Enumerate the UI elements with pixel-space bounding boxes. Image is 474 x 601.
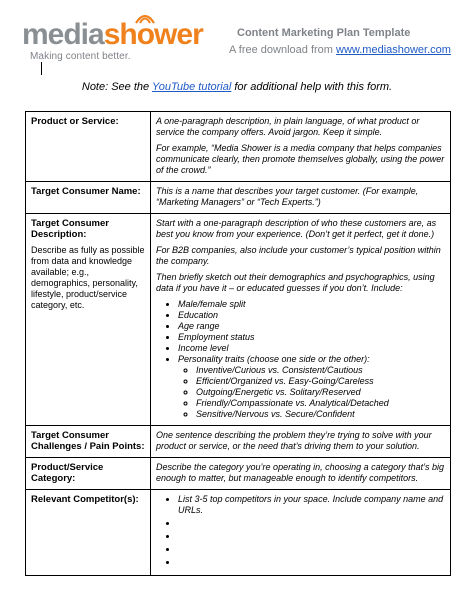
list-item: • Education [178, 310, 445, 321]
list-item-personality [178, 354, 445, 420]
list-item[interactable] [178, 531, 445, 542]
marketing-plan-table [25, 111, 451, 576]
list-item: ◦ Sensitive/Nervous vs. Secure/Confident [196, 409, 445, 420]
list-item: • Income level [178, 343, 445, 354]
row-challenges [26, 426, 451, 458]
list-item: ◦ Friendly/Compassionate vs. Analytical/Detached [196, 398, 445, 409]
row-target-consumer-description [26, 214, 451, 426]
row-competitors [26, 490, 451, 576]
demographics-list [156, 299, 445, 420]
list-item: ◦ Inventive/Curious vs. Consistent/Cautious [196, 365, 445, 376]
target-desc-label-text: Target Consumer Description: [31, 218, 109, 240]
logo-tagline: Making content better. [30, 51, 131, 62]
personality-traits-list [178, 365, 445, 420]
list-item[interactable] [178, 544, 445, 555]
target-name-instructions: This is a name that describes your target customer. (For example, “Marketing Managers” or “Tech Experts.”) [156, 186, 419, 207]
list-item: ◦ Outgoing/Energetic vs. Solitary/Reserved [196, 387, 445, 398]
note-suffix: for additional help with this form. [231, 81, 393, 93]
product-instructions: A one-paragraph description, in plain language, of what product or service the company offers. Avoid jargon. Keep it simple. [156, 116, 420, 137]
target-desc-help: Describe as fully as possible from data and knowledge available; e.g., demographics, personality, lifestyle, product/service category, etc. [31, 245, 145, 310]
note-prefix: Note: See the [81, 81, 152, 93]
list-item: ◦ Efficient/Organized vs. Easy-Going/Careless [196, 376, 445, 387]
list-item[interactable] [178, 518, 445, 529]
field-category[interactable] [151, 458, 451, 490]
product-example: For example, “Media Shower is a media company that helps companies communicate clearly, then promote themselves globally, using the power of the crowd.” [156, 143, 445, 175]
category-instructions: Describe the category you’re operating in, choosing a category that’s big enough to matter, but manageable enough to identify competitors. [156, 462, 445, 483]
list-item: • Male/female split [178, 299, 445, 310]
challenges-instructions: One sentence describing the problem they’re trying to solve with your product or service, or the need that’s driving them to your solution. [156, 430, 432, 451]
personality-label: Personality traits (choose one side or the other): [178, 354, 370, 364]
field-competitors[interactable] [151, 490, 451, 576]
template-subtitle [229, 44, 451, 56]
document-header [0, 0, 474, 78]
logo-shower-text: shower [103, 18, 203, 51]
list-item: • Age range [178, 321, 445, 332]
field-target-consumer-name[interactable] [151, 182, 451, 214]
field-target-consumer-description[interactable] [151, 214, 451, 426]
label-target-consumer-name: Target Consumer Name: [26, 182, 151, 214]
template-title: Content Marketing Plan Template [237, 27, 411, 39]
row-category [26, 458, 451, 490]
subtitle-prefix: A free download from [229, 44, 337, 56]
logo-wordmark [22, 20, 203, 50]
field-challenges[interactable] [151, 426, 451, 458]
target-desc-p2: For B2B companies, also include your customer’s typical position within the company. [156, 245, 441, 266]
label-category: Product/Service Category: [26, 458, 151, 490]
label-target-consumer-description [26, 214, 151, 426]
field-product-service[interactable] [151, 112, 451, 182]
mediashower-link[interactable]: www.mediashower.com [336, 44, 451, 56]
mediashower-logo [22, 20, 203, 62]
text-cursor [41, 62, 42, 75]
list-item: • List 3-5 top competitors in your space. Include company name and URLs. [178, 494, 445, 516]
list-item: • Employment status [178, 332, 445, 343]
youtube-tutorial-link[interactable]: YouTube tutorial [152, 81, 232, 93]
competitors-list [156, 494, 445, 568]
logo-media-text: media [22, 18, 104, 51]
row-target-consumer-name [26, 182, 451, 214]
list-item[interactable] [178, 557, 445, 568]
target-desc-p3: Then briefly sketch out their demographics and psychographics, using data if you have it – or educated guesses if you don’t. Include: [156, 272, 435, 293]
label-competitors: Relevant Competitor(s): [26, 490, 151, 576]
help-note [0, 81, 474, 93]
label-product-service: Product or Service: [26, 112, 151, 182]
label-challenges: Target Consumer Challenges / Pain Points: [26, 426, 151, 458]
target-desc-p1: Start with a one-paragraph description of who these customers are, as best you know from your experience. (Don’t get it perfect, get it done.) [156, 218, 437, 239]
row-product-service [26, 112, 451, 182]
